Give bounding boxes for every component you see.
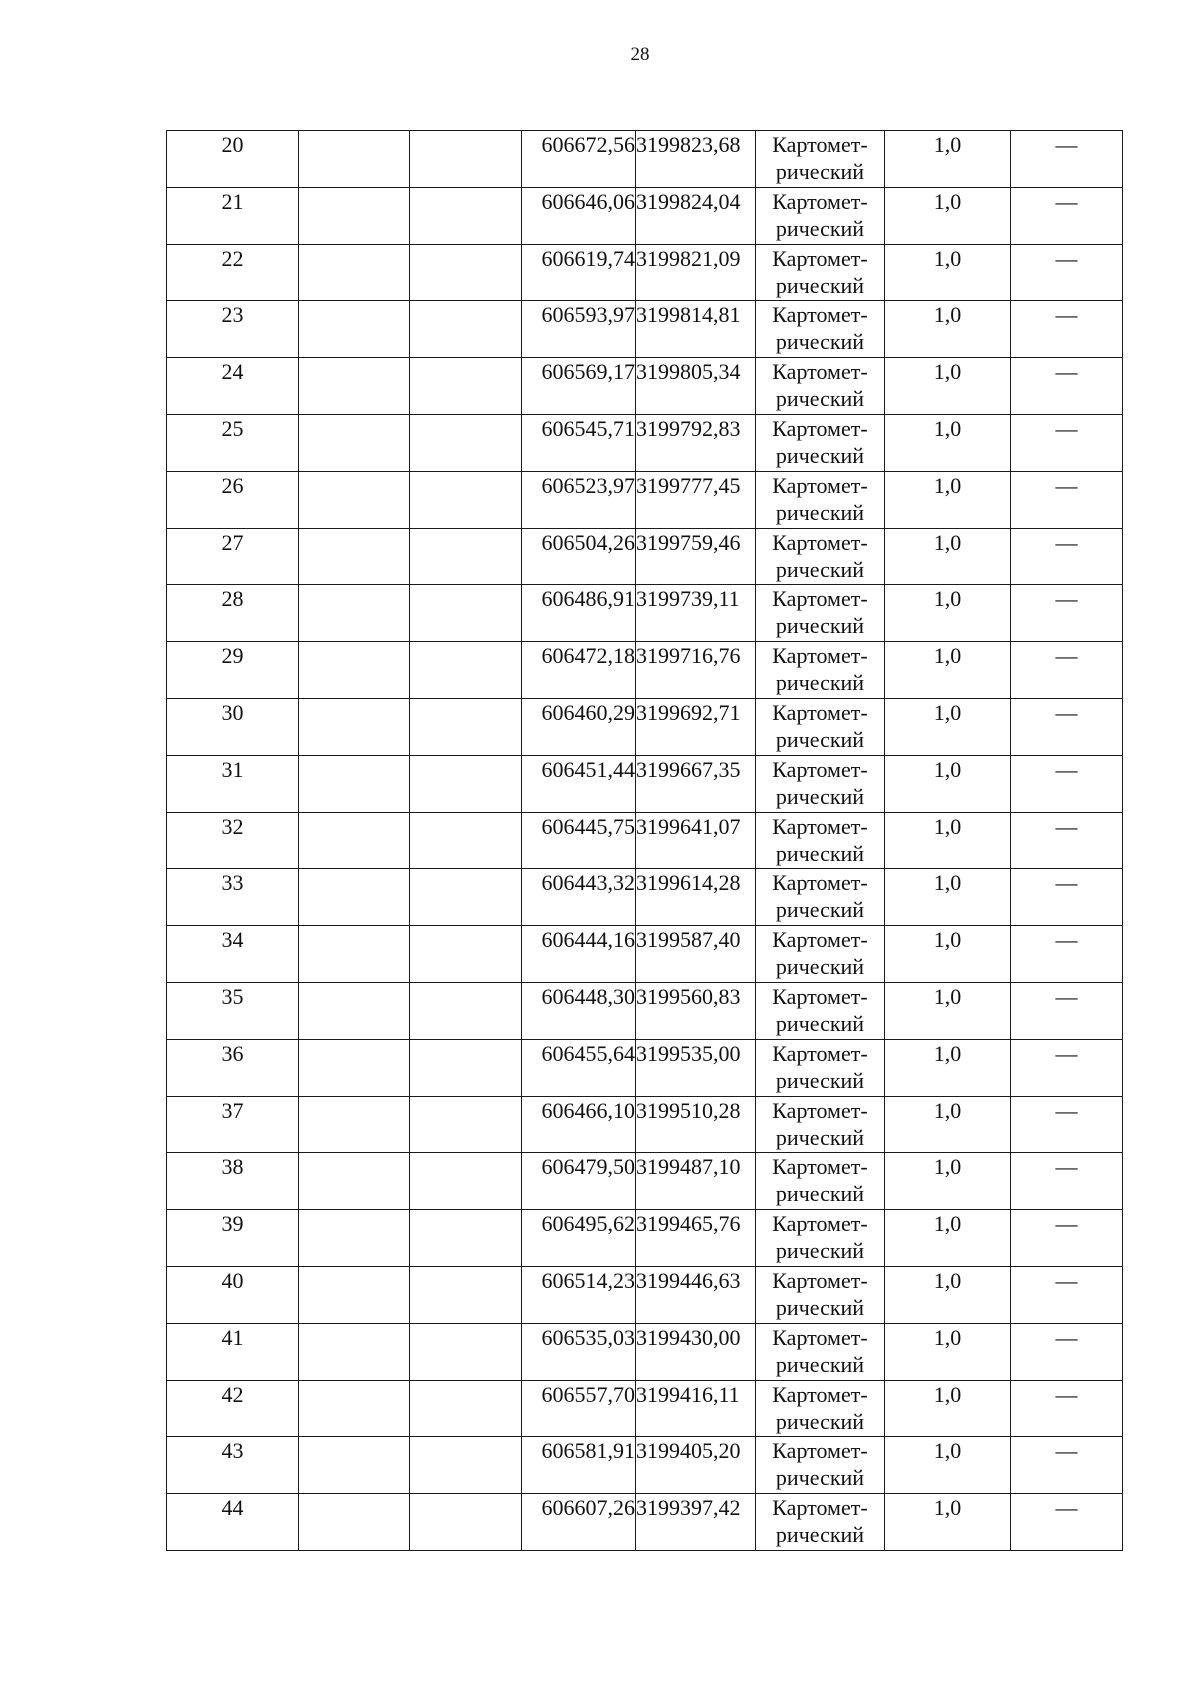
note-cell: —	[1011, 471, 1123, 528]
y-coordinate-cell: 3199487,10	[636, 1153, 756, 1210]
method-cell	[756, 358, 885, 415]
method-line-1: Картомет-	[772, 983, 868, 1009]
table-row	[167, 358, 1123, 415]
table-row	[167, 755, 1123, 812]
empty-cell	[299, 1323, 410, 1380]
x-coordinate-cell: 606451,44	[522, 755, 636, 812]
x-coordinate-cell: 606444,16	[522, 926, 636, 983]
method-line-2: рический	[775, 499, 865, 525]
method-line-1: Картомет-	[772, 699, 868, 725]
y-coordinate-cell: 3199416,11	[636, 1380, 756, 1437]
accuracy-cell: 1,0	[885, 414, 1011, 471]
method-cell	[756, 131, 885, 188]
accuracy-cell: 1,0	[885, 812, 1011, 869]
empty-cell	[299, 1210, 410, 1267]
x-coordinate-cell: 606443,32	[522, 869, 636, 926]
method-cell	[756, 926, 885, 983]
y-coordinate-cell: 3199759,46	[636, 528, 756, 585]
point-number-cell: 34	[167, 926, 299, 983]
empty-cell	[410, 869, 522, 926]
empty-cell	[299, 131, 410, 188]
method-line-1: Картомет-	[772, 756, 868, 782]
method-line-1: Картомет-	[772, 415, 868, 441]
method-line-2: рический	[775, 726, 865, 752]
table-row	[167, 1266, 1123, 1323]
point-number-cell: 21	[167, 187, 299, 244]
empty-cell	[299, 1437, 410, 1494]
note-cell: —	[1011, 1210, 1123, 1267]
note-cell: —	[1011, 926, 1123, 983]
note-cell: —	[1011, 301, 1123, 358]
x-coordinate-cell: 606523,97	[522, 471, 636, 528]
method-line-1: Картомет-	[772, 1267, 868, 1293]
note-cell: —	[1011, 1153, 1123, 1210]
x-coordinate-cell: 606460,29	[522, 698, 636, 755]
method-cell	[756, 244, 885, 301]
point-number-cell: 32	[167, 812, 299, 869]
accuracy-cell: 1,0	[885, 301, 1011, 358]
empty-cell	[299, 1096, 410, 1153]
point-number-cell: 33	[167, 869, 299, 926]
method-cell	[756, 1096, 885, 1153]
table-row	[167, 642, 1123, 699]
point-number-cell: 30	[167, 698, 299, 755]
table-row	[167, 1494, 1123, 1551]
point-number-cell: 26	[167, 471, 299, 528]
empty-cell	[299, 1153, 410, 1210]
table-row	[167, 698, 1123, 755]
method-line-2: рический	[775, 670, 865, 696]
method-line-2: рический	[775, 1067, 865, 1093]
accuracy-cell: 1,0	[885, 1494, 1011, 1551]
table-row	[167, 869, 1123, 926]
empty-cell	[299, 812, 410, 869]
method-cell	[756, 1380, 885, 1437]
table-row	[167, 414, 1123, 471]
method-cell	[756, 982, 885, 1039]
accuracy-cell: 1,0	[885, 982, 1011, 1039]
accuracy-cell: 1,0	[885, 1210, 1011, 1267]
point-number-cell: 42	[167, 1380, 299, 1437]
x-coordinate-cell: 606486,91	[522, 585, 636, 642]
method-line-1: Картомет-	[772, 359, 868, 385]
empty-cell	[410, 471, 522, 528]
method-cell	[756, 812, 885, 869]
accuracy-cell: 1,0	[885, 244, 1011, 301]
accuracy-cell: 1,0	[885, 1323, 1011, 1380]
empty-cell	[410, 812, 522, 869]
method-line-1: Картомет-	[772, 1495, 868, 1521]
table-body	[167, 131, 1123, 1551]
note-cell: —	[1011, 1266, 1123, 1323]
y-coordinate-cell: 3199465,76	[636, 1210, 756, 1267]
accuracy-cell: 1,0	[885, 1153, 1011, 1210]
empty-cell	[299, 358, 410, 415]
empty-cell	[410, 131, 522, 188]
y-coordinate-cell: 3199405,20	[636, 1437, 756, 1494]
method-line-1: Картомет-	[772, 302, 868, 328]
note-cell: —	[1011, 1380, 1123, 1437]
method-line-1: Картомет-	[772, 1211, 868, 1237]
method-cell	[756, 414, 885, 471]
method-line-2: рический	[775, 1408, 865, 1434]
accuracy-cell: 1,0	[885, 1266, 1011, 1323]
x-coordinate-cell: 606514,23	[522, 1266, 636, 1323]
accuracy-cell: 1,0	[885, 1380, 1011, 1437]
point-number-cell: 29	[167, 642, 299, 699]
note-cell: —	[1011, 1096, 1123, 1153]
point-number-cell: 43	[167, 1437, 299, 1494]
x-coordinate-cell: 606672,56	[522, 131, 636, 188]
accuracy-cell: 1,0	[885, 187, 1011, 244]
note-cell: —	[1011, 1039, 1123, 1096]
empty-cell	[299, 755, 410, 812]
method-line-1: Картомет-	[772, 813, 868, 839]
method-line-1: Картомет-	[772, 927, 868, 953]
x-coordinate-cell: 606619,74	[522, 244, 636, 301]
empty-cell	[410, 1266, 522, 1323]
empty-cell	[410, 982, 522, 1039]
method-line-1: Картомет-	[772, 132, 868, 157]
empty-cell	[299, 698, 410, 755]
empty-cell	[299, 244, 410, 301]
accuracy-cell: 1,0	[885, 1096, 1011, 1153]
empty-cell	[410, 1153, 522, 1210]
method-cell	[756, 698, 885, 755]
empty-cell	[410, 301, 522, 358]
method-cell	[756, 755, 885, 812]
empty-cell	[299, 869, 410, 926]
empty-cell	[410, 642, 522, 699]
empty-cell	[410, 1380, 522, 1437]
empty-cell	[410, 755, 522, 812]
empty-cell	[299, 982, 410, 1039]
point-number-cell: 22	[167, 244, 299, 301]
x-coordinate-cell: 606479,50	[522, 1153, 636, 1210]
method-line-1: Картомет-	[772, 1154, 868, 1180]
page-number: 28	[630, 44, 650, 65]
method-line-2: рический	[775, 386, 865, 412]
method-line-2: рический	[775, 1465, 865, 1491]
accuracy-cell: 1,0	[885, 642, 1011, 699]
method-cell	[756, 1494, 885, 1551]
table-row	[167, 1096, 1123, 1153]
method-line-2: рический	[775, 954, 865, 980]
table-row	[167, 187, 1123, 244]
empty-cell	[410, 585, 522, 642]
method-line-2: рический	[775, 272, 865, 298]
method-line-2: рический	[775, 783, 865, 809]
note-cell: —	[1011, 585, 1123, 642]
accuracy-cell: 1,0	[885, 585, 1011, 642]
method-line-2: рический	[775, 215, 865, 241]
method-line-2: рический	[775, 1181, 865, 1207]
note-cell: —	[1011, 414, 1123, 471]
method-line-1: Картомет-	[772, 870, 868, 896]
method-line-1: Картомет-	[772, 1324, 868, 1350]
empty-cell	[410, 358, 522, 415]
table-row	[167, 301, 1123, 358]
method-line-2: рический	[775, 1522, 865, 1548]
empty-cell	[410, 698, 522, 755]
table-row	[167, 812, 1123, 869]
empty-cell	[299, 414, 410, 471]
method-line-1: Картомет-	[772, 643, 868, 669]
note-cell: —	[1011, 755, 1123, 812]
method-line-1: Картомет-	[772, 188, 868, 214]
method-line-1: Картомет-	[772, 1040, 868, 1066]
accuracy-cell: 1,0	[885, 1039, 1011, 1096]
point-number-cell: 39	[167, 1210, 299, 1267]
y-coordinate-cell: 3199692,71	[636, 698, 756, 755]
method-line-2: рический	[775, 556, 865, 582]
note-cell: —	[1011, 187, 1123, 244]
x-coordinate-cell: 606495,62	[522, 1210, 636, 1267]
note-cell: —	[1011, 528, 1123, 585]
y-coordinate-cell: 3199824,04	[636, 187, 756, 244]
empty-cell	[299, 642, 410, 699]
method-cell	[756, 585, 885, 642]
note-cell: —	[1011, 1437, 1123, 1494]
y-coordinate-cell: 3199397,42	[636, 1494, 756, 1551]
point-number-cell: 35	[167, 982, 299, 1039]
point-number-cell: 23	[167, 301, 299, 358]
point-number-cell: 20	[167, 131, 299, 188]
empty-cell	[299, 301, 410, 358]
method-line-1: Картомет-	[772, 586, 868, 612]
method-line-2: рический	[775, 613, 865, 639]
method-cell	[756, 1153, 885, 1210]
y-coordinate-cell: 3199667,35	[636, 755, 756, 812]
point-number-cell: 44	[167, 1494, 299, 1551]
x-coordinate-cell: 606455,64	[522, 1039, 636, 1096]
table-row	[167, 528, 1123, 585]
x-coordinate-cell: 606581,91	[522, 1437, 636, 1494]
method-line-2: рический	[775, 840, 865, 866]
method-line-2: рический	[775, 1294, 865, 1320]
note-cell: —	[1011, 982, 1123, 1039]
x-coordinate-cell: 606593,97	[522, 301, 636, 358]
coordinates-table	[166, 130, 1123, 1551]
x-coordinate-cell: 606569,17	[522, 358, 636, 415]
y-coordinate-cell: 3199716,76	[636, 642, 756, 699]
y-coordinate-cell: 3199614,28	[636, 869, 756, 926]
x-coordinate-cell: 606545,71	[522, 414, 636, 471]
method-line-1: Картомет-	[772, 529, 868, 555]
empty-cell	[410, 1323, 522, 1380]
empty-cell	[410, 244, 522, 301]
y-coordinate-cell: 3199823,68	[636, 131, 756, 188]
note-cell: —	[1011, 869, 1123, 926]
point-number-cell: 28	[167, 585, 299, 642]
method-cell	[756, 642, 885, 699]
y-coordinate-cell: 3199739,11	[636, 585, 756, 642]
accuracy-cell: 1,0	[885, 926, 1011, 983]
x-coordinate-cell: 606466,10	[522, 1096, 636, 1153]
note-cell: —	[1011, 131, 1123, 188]
y-coordinate-cell: 3199587,40	[636, 926, 756, 983]
y-coordinate-cell: 3199430,00	[636, 1323, 756, 1380]
empty-cell	[410, 414, 522, 471]
y-coordinate-cell: 3199535,00	[636, 1039, 756, 1096]
x-coordinate-cell: 606504,26	[522, 528, 636, 585]
empty-cell	[299, 528, 410, 585]
accuracy-cell: 1,0	[885, 869, 1011, 926]
method-line-2: рический	[775, 329, 865, 355]
y-coordinate-cell: 3199641,07	[636, 812, 756, 869]
accuracy-cell: 1,0	[885, 528, 1011, 585]
method-cell	[756, 1437, 885, 1494]
x-coordinate-cell: 606646,06	[522, 187, 636, 244]
empty-cell	[410, 187, 522, 244]
table-row	[167, 585, 1123, 642]
note-cell: —	[1011, 812, 1123, 869]
method-cell	[756, 869, 885, 926]
table-row	[167, 1153, 1123, 1210]
empty-cell	[299, 926, 410, 983]
y-coordinate-cell: 3199792,83	[636, 414, 756, 471]
accuracy-cell: 1,0	[885, 755, 1011, 812]
point-number-cell: 38	[167, 1153, 299, 1210]
method-cell	[756, 1266, 885, 1323]
method-cell	[756, 1210, 885, 1267]
method-cell	[756, 187, 885, 244]
note-cell: —	[1011, 1494, 1123, 1551]
empty-cell	[299, 585, 410, 642]
note-cell: —	[1011, 358, 1123, 415]
empty-cell	[410, 926, 522, 983]
point-number-cell: 36	[167, 1039, 299, 1096]
point-number-cell: 40	[167, 1266, 299, 1323]
table-row	[167, 1323, 1123, 1380]
table-row	[167, 1210, 1123, 1267]
accuracy-cell: 1,0	[885, 1437, 1011, 1494]
method-line-1: Картомет-	[772, 245, 868, 271]
table-row	[167, 982, 1123, 1039]
accuracy-cell: 1,0	[885, 131, 1011, 188]
table-row	[167, 471, 1123, 528]
method-line-2: рический	[775, 1351, 865, 1377]
point-number-cell: 27	[167, 528, 299, 585]
method-line-2: рический	[775, 159, 865, 184]
empty-cell	[299, 1380, 410, 1437]
method-line-1: Картомет-	[772, 1097, 868, 1123]
empty-cell	[410, 1210, 522, 1267]
method-cell	[756, 301, 885, 358]
method-cell	[756, 1323, 885, 1380]
empty-cell	[410, 1494, 522, 1551]
y-coordinate-cell: 3199510,28	[636, 1096, 756, 1153]
empty-cell	[299, 1266, 410, 1323]
point-number-cell: 37	[167, 1096, 299, 1153]
table-row	[167, 1437, 1123, 1494]
table-row	[167, 244, 1123, 301]
method-line-2: рический	[775, 1010, 865, 1036]
note-cell: —	[1011, 642, 1123, 699]
table-row	[167, 926, 1123, 983]
method-line-1: Картомет-	[772, 1381, 868, 1407]
empty-cell	[410, 1039, 522, 1096]
empty-cell	[299, 1494, 410, 1551]
method-line-1: Картомет-	[772, 472, 868, 498]
accuracy-cell: 1,0	[885, 471, 1011, 528]
x-coordinate-cell: 606472,18	[522, 642, 636, 699]
empty-cell	[410, 1437, 522, 1494]
y-coordinate-cell: 3199446,63	[636, 1266, 756, 1323]
x-coordinate-cell: 606445,75	[522, 812, 636, 869]
point-number-cell: 24	[167, 358, 299, 415]
method-line-1: Картомет-	[772, 1438, 868, 1464]
y-coordinate-cell: 3199777,45	[636, 471, 756, 528]
method-line-2: рический	[775, 1124, 865, 1150]
accuracy-cell: 1,0	[885, 358, 1011, 415]
x-coordinate-cell: 606448,30	[522, 982, 636, 1039]
point-number-cell: 31	[167, 755, 299, 812]
empty-cell	[299, 471, 410, 528]
point-number-cell: 41	[167, 1323, 299, 1380]
y-coordinate-cell: 3199805,34	[636, 358, 756, 415]
empty-cell	[299, 187, 410, 244]
method-line-2: рический	[775, 442, 865, 468]
y-coordinate-cell: 3199560,83	[636, 982, 756, 1039]
empty-cell	[410, 528, 522, 585]
table-row	[167, 1039, 1123, 1096]
y-coordinate-cell: 3199814,81	[636, 301, 756, 358]
empty-cell	[410, 1096, 522, 1153]
method-line-2: рический	[775, 1238, 865, 1264]
method-cell	[756, 1039, 885, 1096]
note-cell: —	[1011, 1323, 1123, 1380]
point-number-cell: 25	[167, 414, 299, 471]
method-cell	[756, 528, 885, 585]
x-coordinate-cell: 606557,70	[522, 1380, 636, 1437]
method-line-2: рический	[775, 897, 865, 923]
table-row	[167, 131, 1123, 188]
note-cell: —	[1011, 698, 1123, 755]
method-cell	[756, 471, 885, 528]
table-row	[167, 1380, 1123, 1437]
empty-cell	[299, 1039, 410, 1096]
note-cell: —	[1011, 244, 1123, 301]
x-coordinate-cell: 606535,03	[522, 1323, 636, 1380]
y-coordinate-cell: 3199821,09	[636, 244, 756, 301]
accuracy-cell: 1,0	[885, 698, 1011, 755]
x-coordinate-cell: 606607,26	[522, 1494, 636, 1551]
